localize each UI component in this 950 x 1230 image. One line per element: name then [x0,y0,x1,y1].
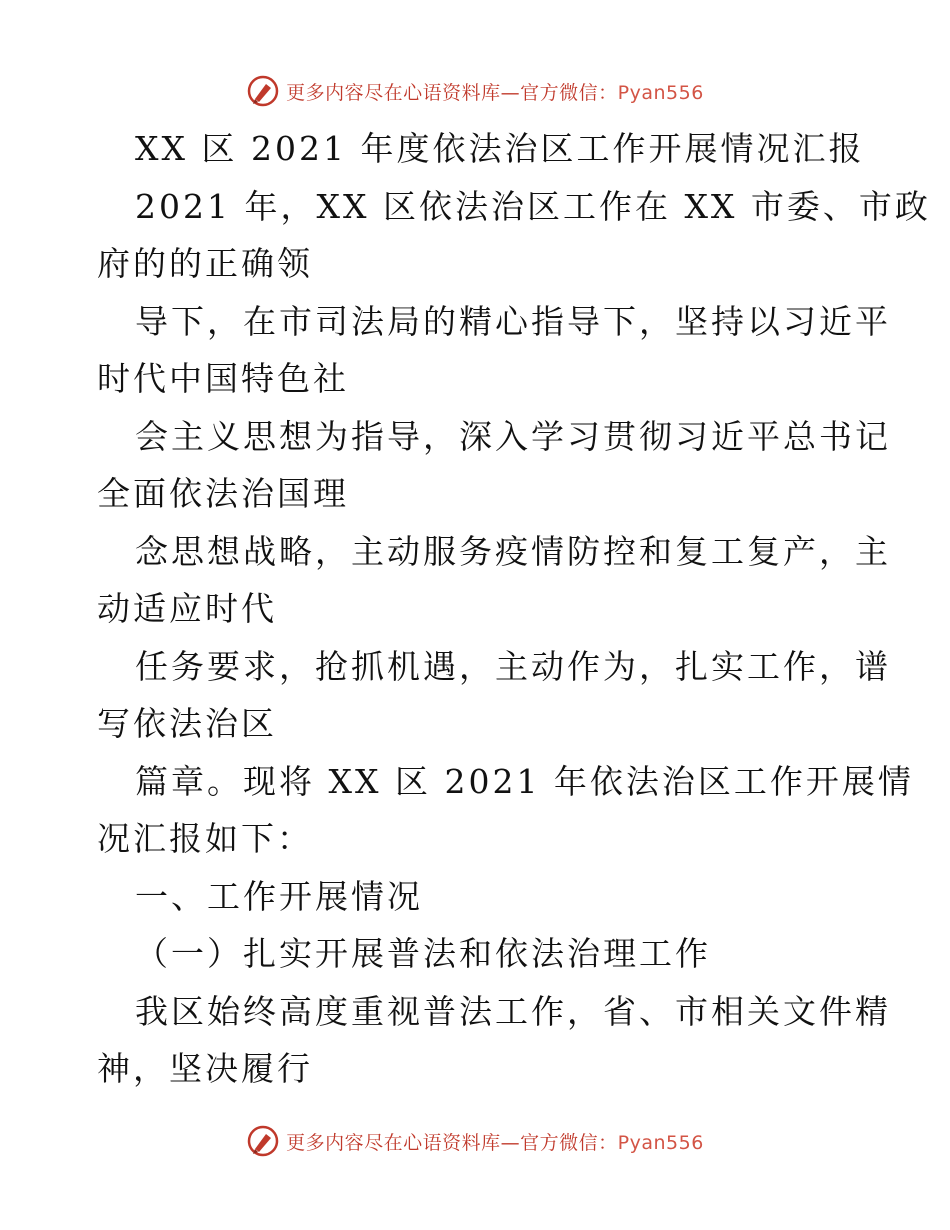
paragraph-line: 任务要求，抢抓机遇，主动作为，扎实工作，谱 [135,646,891,686]
paragraph-line: 写依法治区 [97,704,277,743]
section-heading: 一、工作开展情况 [135,876,423,916]
paragraph-line: 全面依法治国理 [97,474,349,513]
paragraph-line: 导下，在市司法局的精心指导下，坚持以习近平 [135,301,891,341]
watermark-text: 更多内容尽在心语资料库—官方微信：Pyan556 [286,81,704,104]
document-body [97,120,931,1098]
paragraph-line: 神，坚决履行 [97,1049,313,1088]
pen-logo-icon [246,74,280,108]
watermark-id: Pyan556 [617,81,704,104]
paragraph-line: 况汇报如下： [97,819,313,858]
paragraph-line: 篇章。现将 XX 区 2021 年依法治区工作开展情 [135,761,914,801]
watermark-footer [0,1121,950,1161]
paragraph-line: 府的的正确领 [97,244,313,283]
paragraph-line: 时代中国特色社 [97,359,349,398]
subsection-heading: （一）扎实开展普法和依法治理工作 [135,934,711,973]
watermark-header [0,71,950,111]
pen-logo-icon [246,1124,280,1158]
watermark-id: Pyan556 [617,1131,704,1154]
paragraph-line: 我区始终高度重视普法工作，省、市相关文件精 [135,991,891,1031]
paragraph-line: 动适应时代 [97,589,277,628]
paragraph-line: 2021 年，XX 区依法治区工作在 XX 市委、市政 [135,186,931,226]
watermark-text: 更多内容尽在心语资料库—官方微信：Pyan556 [286,1131,704,1154]
paragraph-line: 会主义思想为指导，深入学习贯彻习近平总书记 [135,416,891,456]
document-title: XX 区 2021 年度依法治区工作开展情况汇报 [135,129,865,168]
paragraph-line: 念思想战略，主动服务疫情防控和复工复产，主 [135,531,891,571]
